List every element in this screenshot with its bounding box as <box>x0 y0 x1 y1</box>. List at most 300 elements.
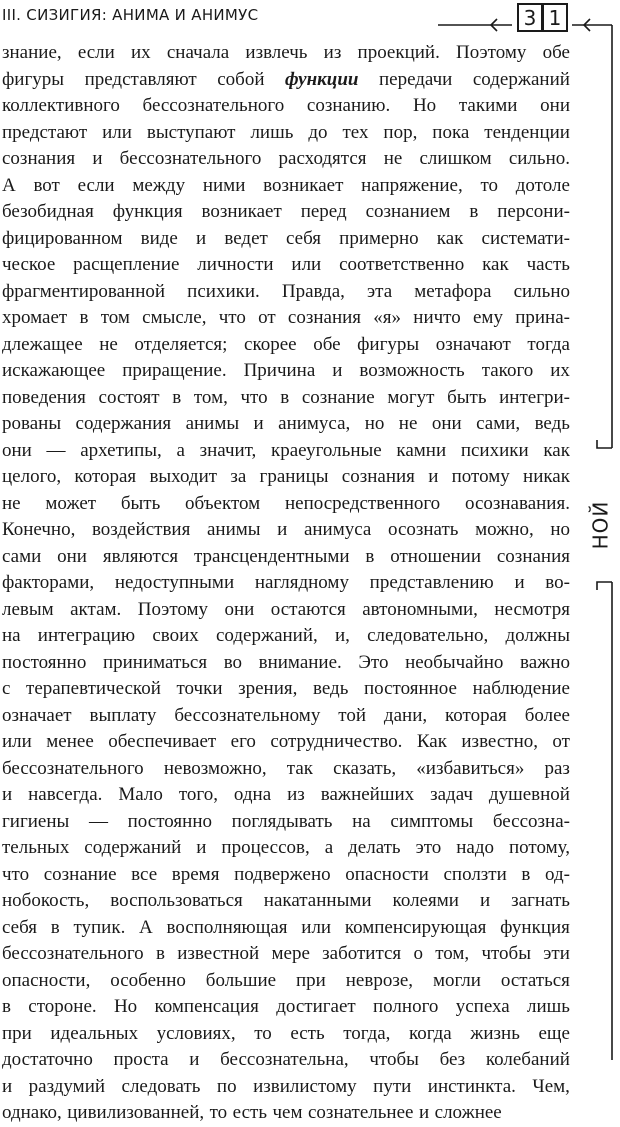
word: внимание. <box>258 651 342 673</box>
word: Поэтому <box>137 598 209 620</box>
word: смысле, <box>142 307 207 328</box>
word: ними <box>202 174 246 196</box>
word: бессознательна, <box>220 1049 349 1070</box>
text-line <box>2 385 570 412</box>
word: скорее <box>244 333 297 355</box>
word: ческое <box>2 254 56 275</box>
word: раздумий <box>28 1075 106 1097</box>
text-line <box>2 226 570 253</box>
word: никак <box>523 466 570 487</box>
word: длежащее <box>2 333 83 355</box>
text-line <box>2 411 570 438</box>
word: и <box>196 837 207 858</box>
side-tab-label: НОЙ <box>588 500 612 550</box>
word: накатанными <box>263 890 372 911</box>
word: без <box>439 1049 466 1070</box>
word: означают <box>435 333 511 355</box>
word: и, <box>334 625 350 646</box>
word: менее <box>46 731 94 752</box>
word: особенно <box>110 969 186 991</box>
word: может <box>45 492 97 514</box>
word: извилистому <box>253 1075 357 1097</box>
word: колеями <box>392 890 459 911</box>
word: — <box>88 810 108 832</box>
word: не <box>383 148 403 169</box>
word: сказать, <box>333 757 397 779</box>
word: том, <box>193 386 228 408</box>
word: они <box>224 598 255 620</box>
word: и <box>514 572 525 593</box>
word: обе <box>313 333 341 355</box>
word: и <box>479 890 491 911</box>
text-line <box>2 650 570 677</box>
word: мере <box>271 943 310 964</box>
word: должны <box>505 625 570 646</box>
word: воспользоваться <box>110 890 243 911</box>
text-line <box>2 994 570 1021</box>
word: душевной <box>488 784 570 805</box>
word: при <box>2 1022 32 1044</box>
word: вот <box>33 174 60 196</box>
word: могут <box>387 386 435 408</box>
word: обе <box>542 42 570 63</box>
word: постоянное <box>363 678 457 699</box>
word: восполняющая <box>166 916 288 938</box>
word: функция <box>112 201 183 222</box>
word: и <box>2 784 13 805</box>
text-line <box>2 729 570 756</box>
text-line <box>2 835 570 862</box>
word: анимы <box>206 519 261 540</box>
word: тупик. <box>73 916 126 938</box>
word: или <box>2 731 32 752</box>
word: достаточно <box>2 1049 93 1070</box>
word: в <box>521 863 531 885</box>
word: того, <box>178 784 218 805</box>
word: подвержено <box>234 863 331 885</box>
word: раз <box>544 757 570 779</box>
word: следовать <box>121 1075 201 1097</box>
word: когда <box>408 1022 452 1044</box>
word: содержаний <box>472 68 570 90</box>
word: или <box>102 121 132 143</box>
word: напряжение, <box>361 174 463 196</box>
word: А <box>2 174 16 196</box>
word: сознания <box>496 545 570 567</box>
word: интегри- <box>499 386 570 408</box>
word: приниматься <box>102 651 208 673</box>
word: достигает <box>276 996 356 1017</box>
word: время <box>171 863 220 885</box>
word: ведь <box>312 678 349 699</box>
word: возможность <box>359 360 465 381</box>
word: или <box>291 254 322 275</box>
text-line <box>2 173 570 200</box>
word: бессознательного <box>2 943 144 964</box>
text-line <box>2 1074 570 1101</box>
word: актам. <box>70 598 122 620</box>
word: безобидная <box>2 201 94 222</box>
word: и <box>277 519 288 540</box>
word: являются <box>102 545 179 567</box>
word: сознание <box>301 386 375 408</box>
text-line <box>2 1047 570 1074</box>
word: бессознательного <box>119 148 262 169</box>
word: наблюдение <box>472 678 570 699</box>
word: поведения <box>2 386 86 408</box>
word: постоянно <box>127 810 212 832</box>
word: что <box>240 386 268 408</box>
word: если <box>77 174 115 196</box>
word: все <box>131 863 158 885</box>
word: метафора <box>414 280 492 302</box>
word: которая <box>445 704 507 726</box>
text-line <box>2 332 570 359</box>
word <box>285 67 358 94</box>
word: между <box>132 174 186 196</box>
text-line <box>2 756 570 783</box>
word: передачи <box>378 68 453 90</box>
word: тех <box>342 121 369 143</box>
text-line <box>2 438 570 465</box>
word: представлению <box>369 572 494 593</box>
word: потому <box>451 466 510 487</box>
text-line <box>2 146 570 173</box>
word: тогда, <box>343 1022 391 1044</box>
word: как <box>436 227 464 249</box>
word: чтобы <box>481 943 531 964</box>
word: невозможно, <box>163 757 267 779</box>
word: опасности <box>345 863 429 885</box>
word: поглядывать <box>231 810 333 832</box>
word: отделяется; <box>134 333 228 355</box>
word: слишком <box>419 148 492 169</box>
word: и <box>92 148 103 169</box>
word: и <box>2 1075 13 1097</box>
word: анимуса, <box>278 413 351 434</box>
word: дани, <box>383 704 428 726</box>
word: о <box>413 943 423 964</box>
word: сложнее <box>434 1102 502 1123</box>
word: камни <box>396 439 447 461</box>
word: осознавания. <box>464 492 570 514</box>
word: сами, <box>476 413 521 434</box>
word: часть <box>526 254 570 275</box>
word: сознания <box>287 307 362 328</box>
word: автономными, <box>362 598 478 620</box>
word: сознанием <box>365 201 451 222</box>
word: то <box>209 1102 228 1123</box>
word: Чем, <box>532 1075 570 1097</box>
word: гигиены <box>2 810 70 832</box>
word: в <box>365 545 375 567</box>
text-line <box>2 782 570 809</box>
word: анимуса <box>303 519 372 540</box>
word: означает <box>2 704 72 726</box>
word: а <box>324 837 334 858</box>
word: симптомы <box>390 810 474 832</box>
word: ничто <box>413 307 461 328</box>
word: но <box>364 413 385 434</box>
word: в <box>79 307 89 328</box>
word: еще <box>538 1022 570 1044</box>
word: проекций. <box>357 42 440 63</box>
word: «я» <box>373 307 402 328</box>
word: можно, <box>475 519 534 540</box>
word: в <box>469 201 479 222</box>
word: собой <box>217 68 265 90</box>
text-line <box>2 915 570 942</box>
word: расходятся <box>278 148 367 169</box>
word: такими <box>458 95 518 116</box>
word: терапевтической <box>26 678 161 699</box>
word: личности <box>197 254 274 275</box>
bracket-bottom-icon <box>597 582 612 590</box>
word: состоят <box>98 386 160 408</box>
text-line <box>2 623 570 650</box>
word: однако, <box>2 1102 62 1123</box>
word: и <box>253 413 264 434</box>
word: надо <box>456 837 495 858</box>
word: чем <box>272 1102 303 1123</box>
word: воздействия <box>91 519 191 540</box>
page-number-digit-2: 1 <box>542 3 568 32</box>
word: Но <box>113 996 138 1017</box>
word: с <box>2 678 11 699</box>
word: знание, <box>2 42 62 63</box>
word: есть <box>290 1022 325 1044</box>
word: том <box>100 307 130 328</box>
text-line <box>2 40 570 67</box>
word: их <box>131 42 151 63</box>
word: так <box>286 757 313 779</box>
word: они <box>2 439 32 461</box>
word: и <box>196 227 207 249</box>
word: или <box>301 916 332 938</box>
word: во- <box>545 572 570 593</box>
side-tab <box>582 490 618 560</box>
word: до <box>308 121 328 143</box>
word: жизнь <box>470 1022 520 1044</box>
word: трансцендентными <box>194 545 350 567</box>
word: его <box>230 731 256 752</box>
word: А <box>139 916 153 938</box>
text-line <box>2 252 570 279</box>
word: инстинкта. <box>427 1075 516 1097</box>
word: быть <box>120 492 161 514</box>
word: полного <box>373 996 439 1017</box>
word: и <box>189 1049 200 1070</box>
word: зрения, <box>238 678 298 699</box>
word: такого <box>481 360 534 381</box>
word: известной <box>177 943 260 964</box>
word: содержаний, <box>215 625 318 646</box>
word: фицированном <box>2 227 123 249</box>
word: тельных <box>2 837 70 858</box>
word: соответственно <box>339 254 465 275</box>
word: примерно <box>339 227 419 249</box>
word: то <box>254 1022 272 1044</box>
word: фигуры <box>357 333 420 355</box>
word: а <box>176 439 185 461</box>
word: ведь <box>534 413 570 434</box>
text-line <box>2 93 570 120</box>
word: проста <box>113 1049 169 1070</box>
word: остаются <box>270 598 346 620</box>
word: приращение. <box>122 360 227 381</box>
word: Причина <box>243 360 316 381</box>
word: более <box>524 704 570 726</box>
word: тенденции <box>484 121 570 143</box>
text-line <box>2 862 570 889</box>
word: бессознательного <box>142 95 285 116</box>
word: условиях, <box>156 1022 236 1044</box>
word: из <box>287 784 305 805</box>
word: точки <box>176 678 223 699</box>
word: тогда <box>527 333 570 355</box>
word: рованы <box>2 413 62 434</box>
text-line <box>2 544 570 571</box>
word: функция <box>500 916 570 938</box>
word: во <box>223 651 243 673</box>
word: выплату <box>89 704 157 726</box>
word: интеграцию <box>37 625 136 646</box>
word: на <box>2 625 21 646</box>
word: в <box>280 386 290 408</box>
word: сознанию. <box>306 95 391 116</box>
word: коллективного <box>2 95 120 116</box>
bracket-top-icon <box>597 440 612 448</box>
word: себя <box>285 227 321 249</box>
text-line <box>2 305 570 332</box>
word: в <box>155 943 165 964</box>
word: фигуры <box>2 68 65 90</box>
word: сползти <box>443 863 507 885</box>
word: предстают <box>2 121 88 143</box>
word: необычайно <box>405 651 504 673</box>
word: бессозна- <box>492 810 570 832</box>
word: одна <box>233 784 272 805</box>
word: эти <box>543 943 570 964</box>
word: большие <box>205 969 277 991</box>
word: и <box>332 360 343 381</box>
word: постоянно <box>2 651 87 673</box>
emphasis: функции <box>285 68 359 90</box>
word: известно, <box>461 731 538 752</box>
word: важно <box>520 651 570 673</box>
word: на <box>352 810 371 832</box>
word: содержания <box>75 413 172 434</box>
word: при <box>296 969 326 991</box>
word: сознания <box>2 148 76 169</box>
word: процессов, <box>221 837 310 858</box>
text-line <box>2 491 570 518</box>
word: бессознательному <box>174 704 321 726</box>
word: есть <box>232 1102 267 1123</box>
word: перед <box>300 201 347 222</box>
word: загнать <box>511 890 570 911</box>
word: отношении <box>390 545 482 567</box>
word: содержаний <box>84 837 182 858</box>
word: сильно. <box>508 148 570 169</box>
word: быть <box>447 386 487 408</box>
text-line <box>2 1021 570 1048</box>
word: Конечно, <box>2 519 76 540</box>
text-line <box>2 120 570 147</box>
word: возникает <box>263 174 344 196</box>
word: если <box>77 42 115 63</box>
word: Это <box>358 651 389 673</box>
text-line <box>2 888 570 915</box>
word: Мало <box>118 784 163 805</box>
word: значит, <box>199 439 257 461</box>
word: прина- <box>515 307 570 328</box>
word: следовательно, <box>367 625 489 646</box>
word: чтобы <box>369 1049 419 1070</box>
word: од- <box>545 863 570 885</box>
word: фрагментированной <box>2 280 166 302</box>
word: том, <box>435 943 470 964</box>
body-text <box>2 40 570 1127</box>
word: объектом <box>185 492 261 514</box>
word: сильно <box>513 280 570 302</box>
text-line <box>2 703 570 730</box>
word: Поэтому <box>456 42 527 63</box>
word: представляют <box>84 68 197 90</box>
text-line <box>2 809 570 836</box>
word: от <box>552 731 570 752</box>
word: но <box>550 519 570 540</box>
word: психики. <box>187 280 260 302</box>
word: сознание <box>43 863 117 885</box>
text-line <box>2 464 570 491</box>
word: цивилизованней, <box>67 1102 205 1123</box>
word: несмотря <box>494 598 570 620</box>
word: непосредственного <box>284 492 441 514</box>
word: своих <box>152 625 199 646</box>
text-line <box>2 67 570 94</box>
word: левым <box>2 598 54 620</box>
word: той <box>338 704 366 726</box>
word: как <box>482 254 509 275</box>
word: персони- <box>497 201 570 222</box>
word: обеспечивает <box>108 731 217 752</box>
word: наглядному <box>254 572 349 593</box>
word: они <box>57 545 87 567</box>
word: ведет <box>224 227 268 249</box>
word: Но <box>412 95 437 116</box>
word: сами <box>2 545 42 567</box>
word: то <box>480 174 499 196</box>
word: анимы <box>185 413 240 434</box>
word: Как <box>416 731 447 752</box>
word: и <box>428 466 439 487</box>
word: от <box>258 307 276 328</box>
word: навсегда. <box>28 784 103 805</box>
word: остаться <box>500 969 570 991</box>
word: пока <box>432 121 470 143</box>
word: искажающее <box>2 360 106 381</box>
word: извлечь <box>245 42 308 63</box>
word: что <box>218 307 246 328</box>
word: себя <box>2 916 38 938</box>
word: которая <box>74 466 137 487</box>
word: границы <box>259 466 329 487</box>
text-line <box>2 597 570 624</box>
word: эта <box>367 280 393 302</box>
word: системати- <box>481 227 570 249</box>
text-line <box>2 570 570 597</box>
